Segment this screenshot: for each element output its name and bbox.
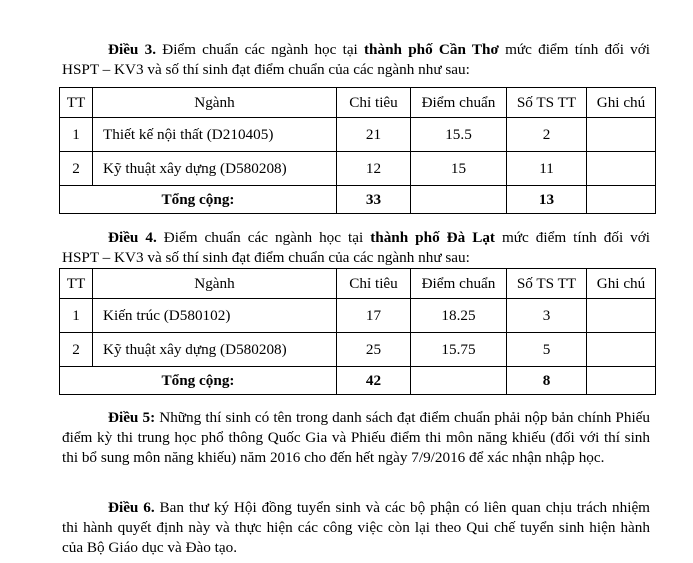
col-header-ghi-chu: Ghi chú	[587, 269, 656, 299]
table-header-row	[60, 88, 656, 118]
cell-chi-tieu: 17	[337, 299, 411, 333]
cell-ghi-chu	[587, 299, 656, 333]
table-row	[60, 333, 656, 367]
col-header-nganh: Ngành	[93, 88, 337, 118]
cell-nganh: Kỹ thuật xây dựng (D580208)	[93, 152, 337, 186]
table-row	[60, 118, 656, 152]
cell-so-ts: 3	[507, 299, 587, 333]
cell-tt: 2	[60, 152, 93, 186]
dieu4-city: thành phố Đà Lạt	[370, 229, 495, 246]
cell-nganh: Kỹ thuật xây dựng (D580208)	[93, 333, 337, 367]
cell-so-ts: 11	[507, 152, 587, 186]
total-so-ts: 8	[507, 367, 587, 395]
dieu3-label: Điều 3.	[108, 41, 156, 58]
total-label: Tổng cộng:	[60, 367, 337, 395]
col-header-chi-tieu: Chỉ tiêu	[337, 269, 411, 299]
dieu6-text: Ban thư ký Hội đồng tuyển sinh và các bộ phận có liên quan chịu trách nhiệm thi hành quyết định này và thực hiện các công việc còn lại theo Qui chế tuyển sinh hiện hành của Bộ Giáo dục và Đào tạo.	[62, 499, 650, 556]
dieu4-label: Điều 4.	[108, 229, 157, 246]
dieu4-line1	[62, 228, 650, 248]
cell-tt: 1	[60, 118, 93, 152]
cell-ghi-chu	[587, 118, 656, 152]
cell-diem-chuan: 15.75	[411, 333, 507, 367]
total-empty	[587, 186, 656, 214]
total-label: Tổng cộng:	[60, 186, 337, 214]
cell-diem-chuan: 18.25	[411, 299, 507, 333]
dieu3-text-a: Điểm chuẩn các ngành học tại	[156, 41, 364, 58]
total-empty	[587, 367, 656, 395]
cell-chi-tieu: 21	[337, 118, 411, 152]
table-total-row	[60, 367, 656, 395]
total-chi-tieu: 33	[337, 186, 411, 214]
total-empty	[411, 367, 507, 395]
col-header-tt: TT	[60, 88, 93, 118]
cell-so-ts: 5	[507, 333, 587, 367]
table-can-tho	[59, 87, 656, 214]
col-header-ghi-chu: Ghi chú	[587, 88, 656, 118]
dieu5-paragraph	[62, 408, 650, 468]
dieu4-line2: HSPT – KV3 và số thí sinh đạt điểm chuẩn của các ngành như sau:	[62, 249, 470, 266]
dieu5-text: Những thí sinh có tên trong danh sách đạt điểm chuẩn phải nộp bản chính Phiếu điểm kỳ thi trung học phổ thông Quốc Gia và Phiếu điểm thi môn năng khiếu (đối với thí sinh thi bổ sung môn năng khiếu) năm 2016 cho đến hết ngày 7/9/2016 để xác nhận nhập học.	[62, 409, 650, 466]
table-row	[60, 299, 656, 333]
cell-ghi-chu	[587, 152, 656, 186]
col-header-so-ts: Số TS TT	[507, 269, 587, 299]
table-da-lat	[59, 268, 656, 395]
col-header-so-ts: Số TS TT	[507, 88, 587, 118]
col-header-diem-chuan: Điểm chuẩn	[411, 88, 507, 118]
cell-so-ts: 2	[507, 118, 587, 152]
cell-chi-tieu: 25	[337, 333, 411, 367]
dieu6-paragraph	[62, 498, 650, 558]
total-so-ts: 13	[507, 186, 587, 214]
cell-diem-chuan: 15	[411, 152, 507, 186]
col-header-tt: TT	[60, 269, 93, 299]
dieu5-label: Điều 5:	[108, 409, 156, 426]
cell-nganh: Kiến trúc (D580102)	[93, 299, 337, 333]
cell-nganh: Thiết kế nội thất (D210405)	[93, 118, 337, 152]
table-total-row	[60, 186, 656, 214]
col-header-chi-tieu: Chỉ tiêu	[337, 88, 411, 118]
cell-tt: 1	[60, 299, 93, 333]
total-empty	[411, 186, 507, 214]
table-row	[60, 152, 656, 186]
dieu3-text-b: mức điểm tính đối với	[498, 41, 651, 58]
cell-chi-tieu: 12	[337, 152, 411, 186]
dieu4-text-a: Điểm chuẩn các ngành học tại	[156, 229, 371, 246]
col-header-nganh: Ngành	[93, 269, 337, 299]
dieu3-line1	[62, 40, 650, 60]
cell-ghi-chu	[587, 333, 656, 367]
dieu3-city: thành phố Cần Thơ	[364, 41, 499, 58]
col-header-diem-chuan: Điểm chuẩn	[411, 269, 507, 299]
cell-diem-chuan: 15.5	[411, 118, 507, 152]
dieu4-text-b: mức điểm tính đối với	[495, 229, 651, 246]
dieu6-label: Điều 6.	[108, 499, 155, 516]
cell-tt: 2	[60, 333, 93, 367]
table-header-row	[60, 269, 656, 299]
total-chi-tieu: 42	[337, 367, 411, 395]
dieu3-line2: HSPT – KV3 và số thí sinh đạt điểm chuẩn của các ngành như sau:	[62, 61, 470, 78]
